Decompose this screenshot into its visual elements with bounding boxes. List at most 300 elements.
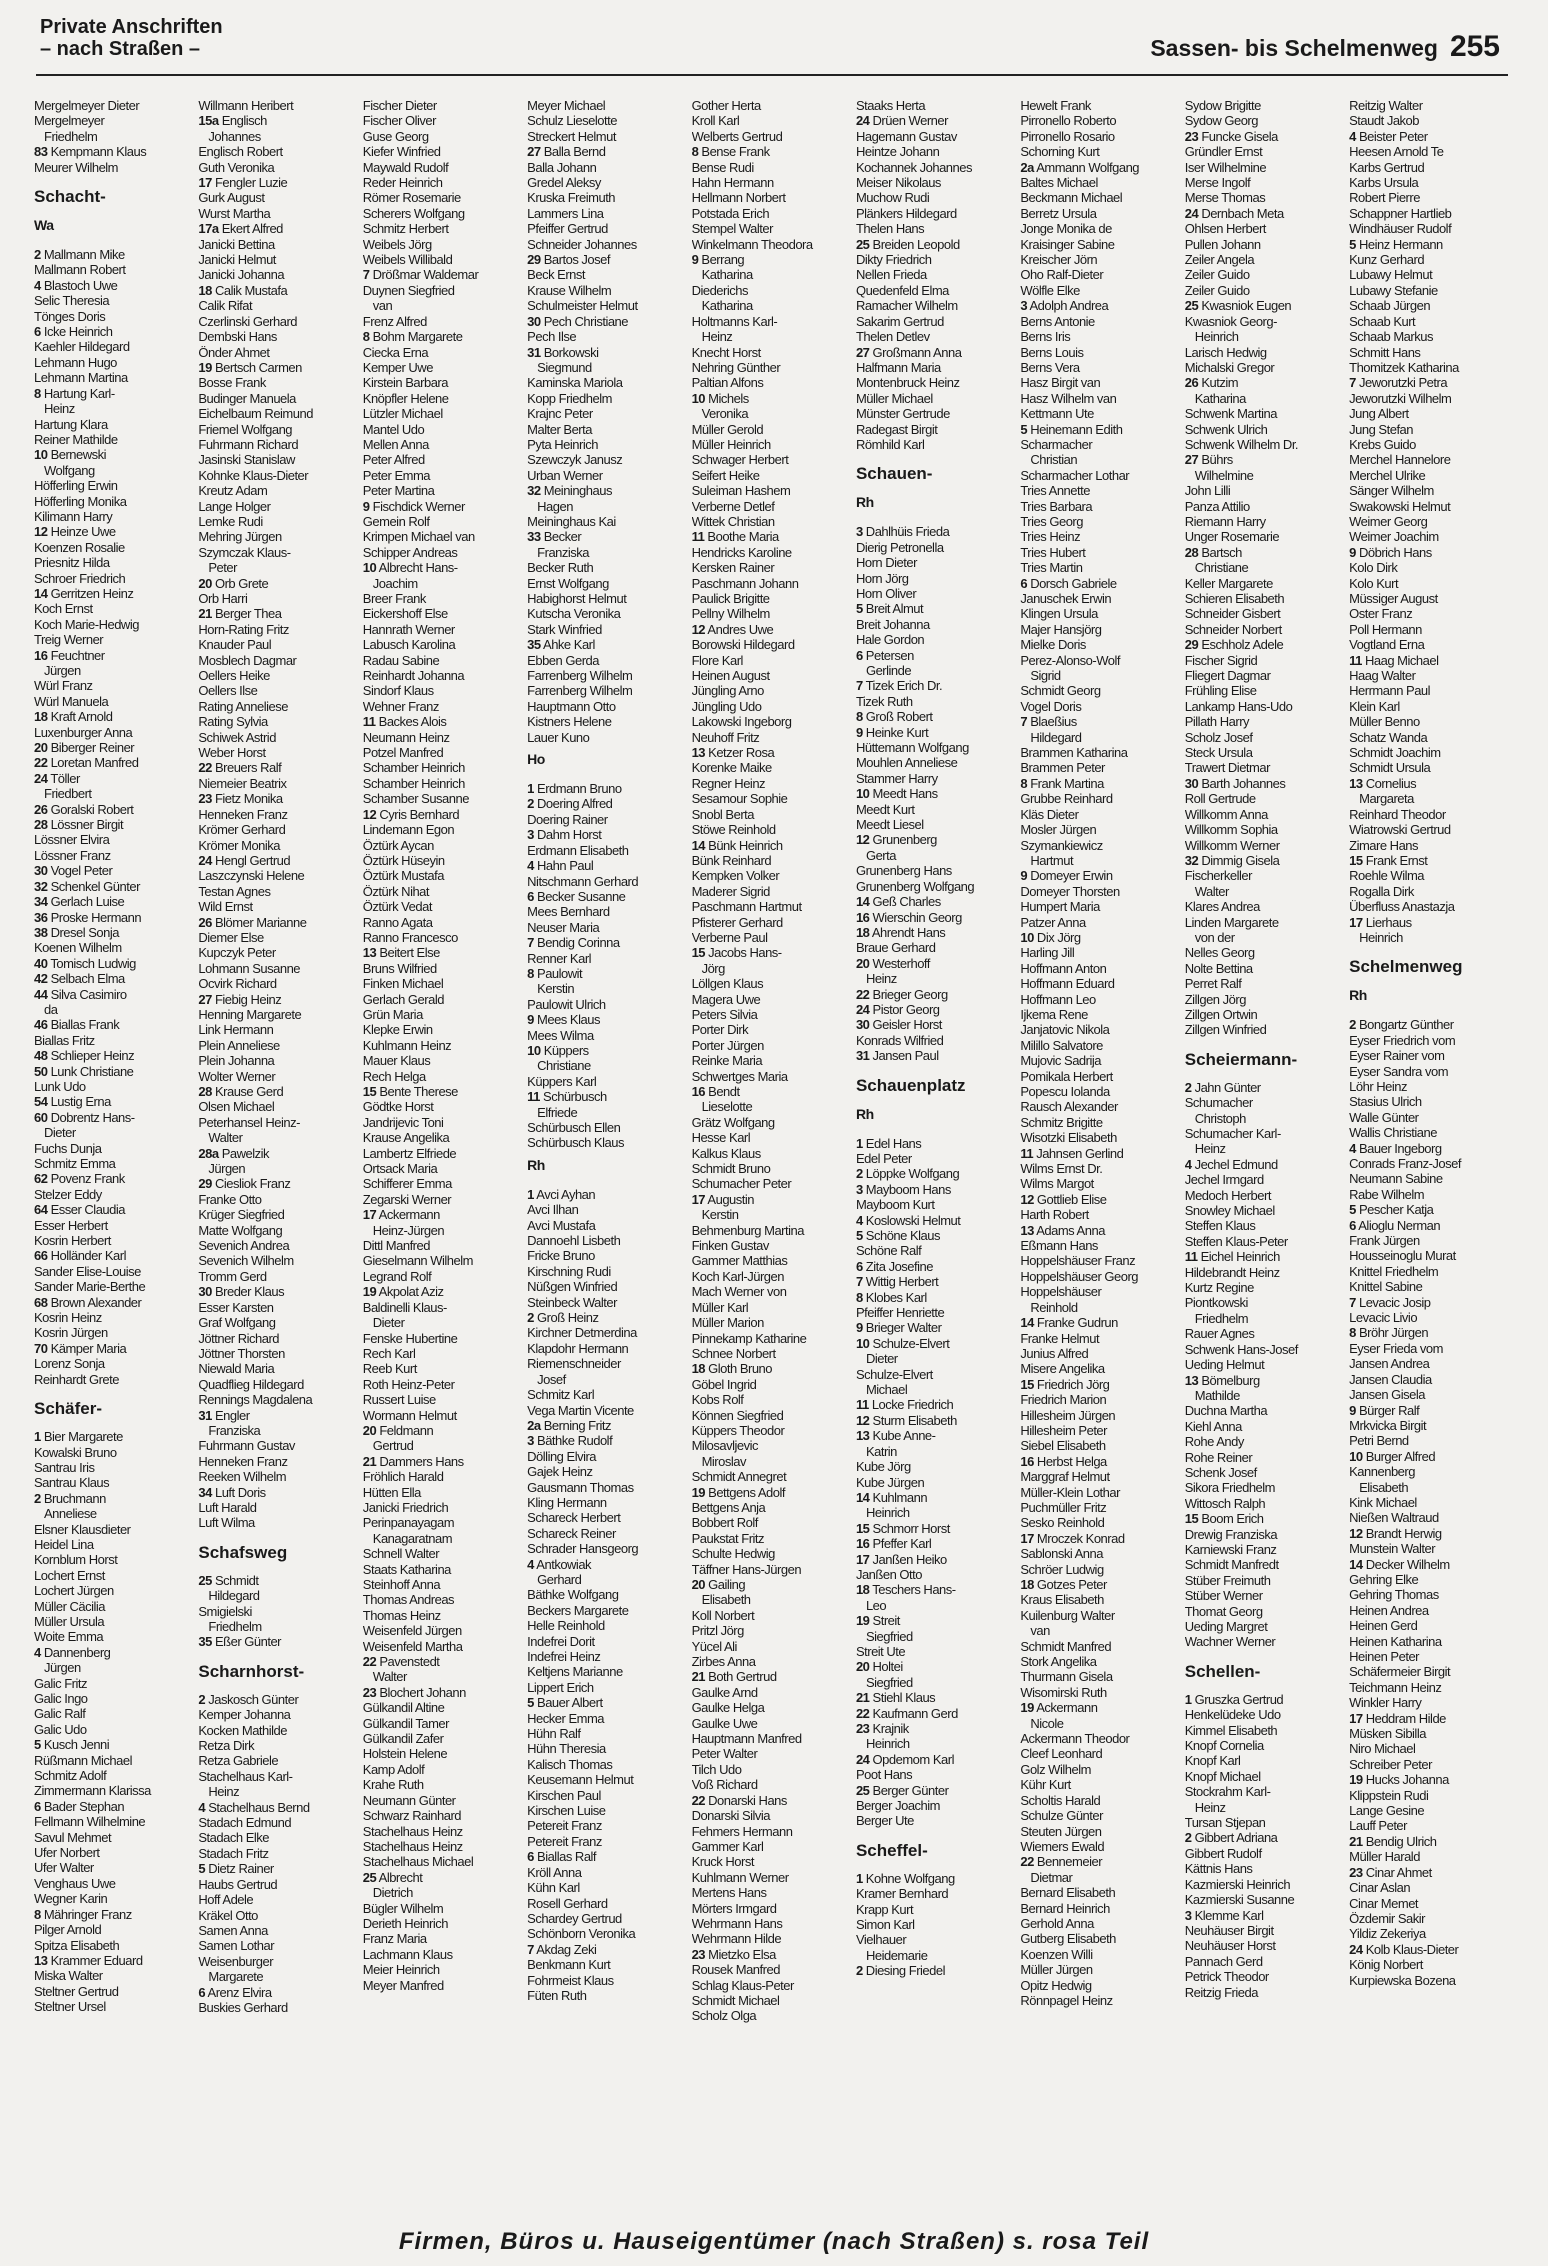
resident-entry: Berger Joachim [855, 1798, 940, 1814]
resident-entry: Müller Heinrich [691, 436, 771, 452]
district-code: Ho [527, 751, 545, 768]
resident-entry: Tries Martin [1020, 560, 1083, 576]
resident-entry: 2 Jahn Günter [1184, 1079, 1261, 1095]
resident-entry: 23 Mietzko Elsa [691, 1946, 776, 1962]
resident-entry: Hecker Emma [527, 1710, 605, 1726]
resident-entry: 24 Drüen Werner [855, 113, 948, 129]
resident-entry: Ackermann Theodor [1020, 1731, 1130, 1747]
resident-entry: Thomas Heinz [362, 1607, 441, 1623]
house-number: 12 [691, 621, 706, 637]
house-number: 7 [855, 678, 863, 694]
resident-entry: Jung Albert [1349, 406, 1409, 422]
resident-entry: 8 Bröhr Jürgen [1349, 1325, 1429, 1341]
resident-entry: Kube Jörg [855, 1459, 911, 1475]
resident-entry: Kube Jürgen [855, 1474, 925, 1490]
resident-entry: 10 Bernewski [34, 447, 107, 463]
resident-entry: Neumann Heinz [362, 729, 450, 745]
resident-entry: 3 Adolph Andrea [1020, 298, 1109, 314]
resident-entry: Hildebrandt Heinz [1184, 1264, 1280, 1280]
resident-entry: Herrmann Paul [1349, 683, 1431, 699]
resident-entry: Schulte Hedwig [691, 1546, 775, 1562]
resident-entry: Simon Karl [855, 1917, 915, 1933]
header-title: Private Anschriften [40, 16, 223, 38]
house-number: 19 [362, 1284, 377, 1300]
street-range: Sassen- bis Schelmenweg [1150, 35, 1438, 61]
resident-entry: 29 Eschholz Adele [1184, 637, 1284, 653]
resident-entry: Scholz Olga [691, 2008, 757, 2024]
resident-entry: Bünk Reinhard [691, 852, 772, 868]
house-number: 22 [34, 755, 48, 771]
resident-entry: Kröll Anna [527, 1864, 582, 1880]
resident-entry: Schrader Hansgeorg [527, 1541, 639, 1557]
resident-entry: Mouhlen Anneliese [855, 755, 958, 771]
house-number: 8 [527, 965, 534, 981]
street-heading: Scheiermann- [1184, 1049, 1298, 1069]
resident-entry: Koenzen Rosalie [34, 539, 125, 555]
resident-entry: Sesamour Sophie [691, 791, 788, 807]
house-number: 27 [1184, 452, 1199, 468]
resident-entry: Stachelhaus Karl- [198, 1768, 293, 1784]
entry-continuation: Margarete [208, 1969, 264, 1985]
resident-entry: Lauff Peter [1349, 1818, 1407, 1834]
resident-entry: 8 Paulowit [527, 965, 583, 981]
entry-continuation: Jörg [701, 960, 725, 976]
resident-entry: Medoch Herbert [1184, 1187, 1271, 1203]
resident-entry: Wehrmann Hilde [691, 1931, 782, 1947]
resident-entry: Horn Oliver [855, 585, 917, 601]
resident-entry: Jöttner Thorsten [198, 1345, 285, 1361]
resident-entry: Eickershoff Else [362, 606, 448, 622]
resident-entry: Wiatrowski Gertrud [1349, 822, 1451, 838]
resident-entry: Friemel Wolfgang [198, 421, 293, 437]
house-number: 20 [34, 740, 48, 756]
resident-entry: Schaab Kurt [1349, 313, 1416, 329]
resident-entry: Avci Ilhan [527, 1202, 579, 1218]
resident-entry: 30 Barth Johannes [1184, 775, 1286, 791]
resident-entry: Kräkel Otto [198, 1907, 258, 1923]
resident-entry: 15 Frank Ernst [1349, 852, 1428, 868]
house-number: 25 [855, 236, 870, 252]
house-number: 3 [855, 524, 863, 540]
resident-entry: Harling Jill [1020, 945, 1075, 961]
house-number: 38 [34, 924, 48, 940]
resident-entry: Hoffmann Leo [1020, 991, 1096, 1007]
resident-entry: Weimer Joachim [1349, 529, 1439, 545]
resident-entry: 7 Drößmar Waldemar [362, 267, 479, 283]
house-number: 35 [198, 1634, 212, 1650]
resident-entry: Krömer Monika [198, 837, 281, 853]
resident-entry: Lankamp Hans-Udo [1184, 698, 1293, 714]
resident-entry: Schenk Josef [1184, 1464, 1257, 1480]
resident-entry: Fischer Sigrid [1184, 652, 1258, 668]
resident-entry: Hillesheim Peter [1020, 1422, 1107, 1438]
resident-entry: Kistners Helene [527, 714, 612, 730]
resident-entry: Larisch Hedwig [1184, 344, 1267, 360]
resident-entry: Vogel Doris [1020, 698, 1082, 714]
house-number: 7 [362, 267, 370, 283]
resident-entry: Staats Katharina [362, 1561, 451, 1577]
resident-entry: 1 Kohne Wolfgang [855, 1870, 955, 1886]
resident-entry: Vielhauer [855, 1932, 907, 1948]
resident-entry: Lubawy Stefanie [1349, 282, 1438, 298]
resident-entry: 21 Berger Thea [198, 606, 282, 622]
resident-entry: 3 Mayboom Hans [855, 1181, 951, 1197]
resident-entry: Finken Michael [362, 976, 444, 992]
resident-entry: Franke Helmut [1020, 1330, 1100, 1346]
resident-entry: Schamber Susanne [362, 791, 469, 807]
resident-entry: Müller Marion [691, 1315, 764, 1331]
resident-entry: Seifert Heike [691, 467, 760, 483]
resident-entry: Unger Rosemarie [1184, 529, 1280, 545]
resident-entry: 25 Kwasniok Eugen [1184, 298, 1292, 314]
house-number: 15 [1020, 1376, 1034, 1392]
entry-continuation: Dieter [865, 1351, 898, 1367]
resident-entry: Schönborn Veronika [527, 1926, 636, 1942]
house-number: 2a [1020, 159, 1034, 175]
entry-continuation: Heinz [865, 971, 897, 987]
resident-entry: Önder Ahmet [198, 344, 270, 360]
resident-entry: Schifferer Emma [362, 1176, 452, 1192]
house-number: 66 [34, 1248, 48, 1264]
resident-entry: Elsner Klausdieter [34, 1521, 131, 1537]
resident-entry: 6 Dorsch Gabriele [1020, 575, 1117, 591]
resident-entry: Domeyer Thorsten [1020, 883, 1120, 899]
house-number: 7 [1349, 375, 1356, 391]
resident-entry: Reinhard Theodor [1349, 806, 1446, 822]
resident-entry: Kättnis Hans [1184, 1861, 1253, 1877]
resident-entry: Fehmers Hermann [691, 1823, 793, 1839]
house-number: 29 [1184, 637, 1199, 653]
resident-entry: 9 Domeyer Erwin [1020, 868, 1113, 884]
resident-entry: Berretz Ursula [1020, 205, 1097, 221]
resident-entry: Guse Georg [362, 128, 429, 144]
house-number: 9 [1349, 1402, 1356, 1418]
resident-entry: Ocvirk Richard [198, 976, 277, 992]
resident-entry: Sevenich Wilhelm [198, 1253, 294, 1269]
house-number: 17 [1020, 1530, 1034, 1546]
resident-entry: Graf Wolfgang [198, 1315, 276, 1331]
house-number: 15 [1349, 852, 1363, 868]
resident-entry: Krause Angelika [362, 1130, 450, 1146]
resident-entry: Sander Elise-Louise [34, 1263, 141, 1279]
resident-entry: Roll Gertrude [1184, 791, 1256, 807]
resident-entry: Trawert Dietmar [1184, 760, 1270, 776]
resident-entry: 11 Backes Alois [362, 714, 447, 730]
resident-entry: Lössner Franz [34, 847, 111, 863]
resident-entry: Voß Richard [691, 1777, 758, 1793]
resident-entry: Dierig Petronella [855, 539, 944, 555]
resident-entry: Kowalski Bruno [34, 1444, 117, 1460]
house-number: 10 [855, 1335, 870, 1351]
resident-entry: Wurst Martha [198, 205, 271, 221]
resident-entry: Zillgen Ortwin [1184, 1006, 1258, 1022]
resident-entry: 17 Augustin [691, 1191, 755, 1207]
resident-entry: 17 Mroczek Konrad [1020, 1530, 1125, 1546]
house-number: 24 [1349, 1941, 1363, 1957]
resident-entry: 14 Decker Wilhelm [1349, 1556, 1450, 1572]
resident-entry: Wallis Christiane [1349, 1125, 1437, 1141]
resident-entry: Fischer Oliver [362, 113, 436, 129]
resident-entry: Pritzl Jörg [691, 1623, 744, 1639]
directory-column [856, 98, 1020, 2218]
entry-continuation: da [44, 1001, 58, 1017]
resident-entry: Schwertges Maria [691, 1068, 788, 1084]
resident-entry: 19 Ackermann [1020, 1700, 1098, 1716]
resident-entry: 5 Bauer Albert [527, 1695, 603, 1711]
resident-entry: Welberts Gertrud [691, 128, 783, 144]
house-number: 24 [855, 1751, 870, 1767]
resident-entry: Lippert Erich [527, 1679, 594, 1695]
resident-entry: Kiehl Anna [1184, 1418, 1242, 1434]
house-number: 5 [1020, 421, 1028, 437]
house-number: 4 [855, 1212, 863, 1228]
directory-column [34, 98, 198, 2218]
resident-entry: 34 Gerlach Luise [34, 894, 125, 910]
resident-entry: Kaminska Mariola [527, 375, 623, 391]
resident-entry: Kohnke Klaus-Dieter [198, 467, 309, 483]
resident-entry: Kalisch Thomas [527, 1756, 613, 1772]
entry-continuation: Margareta [1359, 791, 1414, 807]
resident-entry: Lochert Jürgen [34, 1583, 114, 1599]
resident-entry: 28 Krause Gerd [198, 1084, 284, 1099]
resident-entry: Klein Karl [1349, 698, 1400, 714]
resident-entry: Knopf Michael [1184, 1768, 1261, 1784]
resident-entry: Pullen Johann [1184, 236, 1261, 252]
resident-entry: Szymankiewicz [1020, 837, 1103, 853]
house-number: 9 [1020, 868, 1028, 884]
entry-continuation: Heinrich [865, 1736, 910, 1752]
resident-entry: Tries Barbara [1020, 498, 1093, 514]
resident-entry: Reinhardt Grete [34, 1371, 119, 1387]
resident-entry: Rech Helga [362, 1068, 426, 1084]
resident-entry: Meininghaus Kai [527, 513, 616, 529]
resident-entry: Vega Martin Vicente [527, 1402, 634, 1418]
resident-entry: Braue Gerhard [855, 940, 936, 956]
resident-entry: 8 Mähringer Franz [34, 1906, 132, 1922]
resident-entry: Füten Ruth [527, 1987, 587, 2003]
resident-entry: 17 Janßen Heiko [855, 1551, 947, 1567]
resident-entry: Willkomm Werner [1184, 837, 1280, 853]
resident-entry: 60 Dobrentz Hans- [34, 1109, 135, 1125]
resident-entry: Kuilenburg Walter [1020, 1607, 1115, 1623]
resident-entry: Paltian Alfons [691, 375, 764, 391]
resident-entry: Neumann Günter [362, 1792, 456, 1808]
resident-entry: Rating Sylvia [198, 714, 268, 730]
resident-entry: 15 Bente Therese [362, 1084, 458, 1099]
resident-entry: Dembski Hans [198, 329, 277, 345]
entry-continuation: Jürgen [44, 663, 81, 678]
resident-entry: Kirstein Barbara [362, 375, 448, 391]
resident-entry: Baltes Michael [1020, 175, 1098, 191]
resident-entry: Poot Hans [855, 1767, 913, 1783]
resident-entry: Dölling Elvira [527, 1448, 597, 1464]
resident-entry: Merchel Ulrike [1349, 467, 1426, 483]
resident-entry: Grunenberg Wolfgang [855, 878, 975, 894]
resident-entry: Kemper Johanna [198, 1707, 291, 1723]
resident-entry: Müller Cäcilia [34, 1598, 106, 1614]
resident-entry: Ufer Norbert [34, 1845, 100, 1861]
resident-entry: Stammer Harry [855, 770, 938, 786]
resident-entry: 19 Streit [855, 1613, 900, 1629]
resident-entry: Reitzig Frieda [1184, 1984, 1258, 2000]
resident-entry: Rüßmann Michael [34, 1752, 132, 1768]
resident-entry: Lössner Elvira [34, 832, 110, 848]
house-number: 1 [1184, 1691, 1192, 1707]
resident-entry: Urban Werner [527, 467, 603, 483]
resident-entry: Gammer Karl [691, 1838, 764, 1854]
page-number: 255 [1449, 30, 1500, 63]
resident-entry: 4 Beister Peter [1349, 128, 1428, 144]
resident-entry: Donarski Silvia [691, 1808, 771, 1824]
entry-continuation: Anneliese [44, 1506, 97, 1522]
resident-entry: Sikora Friedhelm [1184, 1480, 1275, 1496]
resident-entry: Conrads Franz-Josef [1349, 1156, 1462, 1171]
resident-entry: Wölfle Elke [1020, 282, 1080, 298]
resident-entry: Galic Ingo [34, 1691, 88, 1706]
resident-entry: Verberne Detlef [691, 498, 775, 514]
house-number: 16 [34, 647, 48, 663]
house-number: 24 [198, 852, 212, 868]
entry-continuation: Siegmund [537, 359, 592, 375]
house-number: 2 [34, 247, 41, 263]
house-number: 16 [855, 909, 870, 925]
entry-continuation: Friedhelm [208, 1619, 262, 1634]
resident-entry: 3 Klemme Karl [1184, 1907, 1264, 1923]
entry-continuation: Heinrich [1194, 329, 1239, 345]
resident-entry: Nolte Bettina [1184, 960, 1253, 976]
resident-entry: Nitschmann Gerhard [527, 873, 639, 889]
resident-entry: Schmidt Annegret [691, 1469, 787, 1485]
resident-entry: Jechel Irmgard [1184, 1172, 1264, 1188]
resident-entry: Scholz Josef [1184, 729, 1253, 745]
resident-entry: Schwenk Ulrich [1184, 421, 1268, 437]
resident-entry: Streit Ute [855, 1643, 906, 1659]
resident-entry: Jasinski Stanislaw [198, 452, 295, 468]
house-number: 12 [855, 832, 870, 848]
resident-entry: Snobl Berta [691, 806, 754, 822]
house-number: 5 [855, 601, 863, 617]
entry-continuation: Gerta [865, 847, 896, 863]
resident-entry: Neumann Sabine [1349, 1171, 1443, 1187]
resident-entry: Meyer Michael [527, 98, 606, 113]
directory-column [363, 98, 527, 2218]
resident-entry: 22 Donarski Hans [691, 1792, 787, 1808]
house-number: 7 [527, 935, 534, 951]
resident-entry: 18 Ahrendt Hans [855, 924, 946, 940]
resident-entry: Farrenberg Wilhelm [527, 668, 633, 684]
house-number: 27 [198, 991, 212, 1007]
house-number: 2 [1349, 1017, 1356, 1033]
resident-entry: Gibbert Rudolf [1184, 1845, 1262, 1861]
house-number: 13 [1184, 1372, 1199, 1388]
resident-entry: 16 Bendt [691, 1084, 740, 1099]
resident-entry: Heinen Gerd [1349, 1618, 1418, 1634]
house-number: 22 [198, 760, 212, 776]
resident-entry: Diederichs [691, 282, 748, 298]
house-number: 42 [34, 971, 48, 987]
resident-entry: Michalski Gregor [1184, 359, 1275, 375]
house-number: 3 [1020, 298, 1028, 314]
resident-entry: 24 Dernbach Meta [1184, 205, 1284, 221]
house-number: 8 [691, 144, 699, 160]
resident-entry: Klapdohr Hermann [527, 1340, 629, 1356]
house-number: 2a [527, 1417, 541, 1433]
resident-entry: Krahe Ruth [362, 1777, 424, 1793]
resident-entry: 46 Biallas Frank [34, 1017, 120, 1033]
resident-entry: Kettmann Ute [1020, 406, 1094, 422]
resident-entry: Wittek Christian [691, 513, 775, 529]
resident-entry: Kosrin Heinz [34, 1310, 102, 1326]
resident-entry: Porter Jürgen [691, 1037, 764, 1053]
resident-entry: Neuhoff Fritz [691, 729, 760, 745]
resident-entry: Lunk Udo [34, 1078, 86, 1094]
resident-entry: Schürbusch Ellen [527, 1120, 621, 1135]
resident-entry: Lochert Ernst [34, 1567, 105, 1583]
directory-column [692, 98, 856, 2218]
directory-columns [34, 98, 1514, 2218]
resident-entry: 17a Ekert Alfred [198, 221, 283, 237]
resident-entry: 17 Lierhaus [1349, 914, 1412, 930]
house-number: 16 [691, 1084, 706, 1099]
resident-entry: Schatz Wanda [1349, 729, 1428, 745]
house-number: 19 [855, 1613, 870, 1629]
resident-entry: Oster Franz [1349, 606, 1413, 622]
resident-entry: Riemenschneider [527, 1356, 621, 1372]
resident-entry: Swakowski Helmut [1349, 498, 1451, 514]
street-heading: Schelmenweg [1349, 957, 1463, 977]
resident-entry: Mergelmeyer [34, 113, 105, 129]
resident-entry: Olsen Michael [198, 1099, 275, 1115]
resident-entry: Schwarz Rainhard [362, 1808, 461, 1824]
resident-entry: 4 Antkowiak [527, 1556, 592, 1572]
resident-entry: Stockrahm Karl- [1184, 1784, 1271, 1800]
house-number: 17 [1349, 1710, 1363, 1726]
entry-continuation: Heinz [701, 329, 733, 345]
house-number: 9 [1349, 544, 1356, 560]
resident-entry: Borowski Hildegard [691, 637, 795, 653]
resident-entry: 4 Hahn Paul [527, 858, 594, 874]
resident-entry: 12 Grunenberg [855, 832, 937, 848]
resident-entry: Berns Iris [1020, 329, 1071, 345]
resident-entry: Meier Heinrich [362, 1962, 440, 1978]
resident-entry: Wisotzki Elisabeth [1020, 1130, 1117, 1146]
entry-continuation: Dietmar [1030, 1869, 1073, 1885]
house-number: 21 [855, 1690, 870, 1706]
house-number: 1 [527, 1186, 534, 1202]
resident-entry: 5 Heinemann Edith [1020, 421, 1123, 437]
resident-entry: Mielke Doris [1020, 637, 1086, 653]
resident-entry: Fischerkeller [1184, 868, 1252, 884]
resident-entry: Tries Hubert [1020, 544, 1086, 560]
resident-entry: Stork Angelika [1020, 1654, 1097, 1670]
entry-continuation: Gerlinde [865, 663, 912, 678]
resident-entry: Kosrin Jürgen [34, 1325, 108, 1341]
resident-entry: Schmidt Manfredt [1184, 1557, 1279, 1573]
resident-entry: Überfluss Anastazja [1349, 899, 1455, 915]
house-number: 4 [1349, 1140, 1356, 1156]
resident-entry: Kirchner Detmerdina [527, 1325, 637, 1341]
house-number: 23 [198, 791, 212, 807]
resident-entry: Koll Norbert [691, 1607, 755, 1623]
resident-entry: 6 Bader Stephan [34, 1798, 125, 1814]
resident-entry: 11 Haag Michael [1349, 652, 1439, 668]
resident-entry: Maywald Rudolf [362, 159, 449, 175]
resident-entry: 7 Bendig Corinna [527, 935, 620, 951]
resident-entry: Reinke Maria [691, 1053, 763, 1069]
resident-entry: Kruck Horst [691, 1854, 754, 1870]
resident-entry: Fuhrmann Gustav [198, 1438, 295, 1454]
resident-entry: Kannenberg [1349, 1464, 1415, 1480]
